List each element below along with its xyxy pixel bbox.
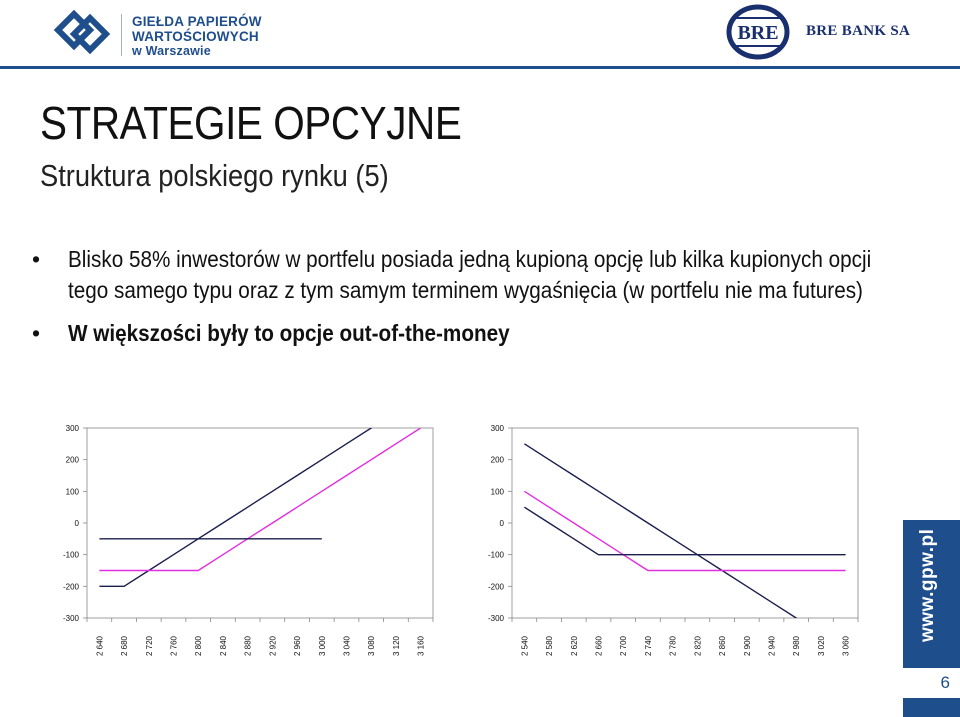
page-subtitle: Struktura polskiego rynku (5) [40,158,389,193]
y-tick-label: 100 [65,487,79,497]
plot-area [512,428,858,618]
bullet-text: Blisko 58% inwestorów w portfelu posiada jedną kupioną opcję lub kilka kupionych opcji tego samego typu oraz z tym samym terminem wygaśnięcia (w portfelu nie ma futures) [68,246,872,303]
x-tick-label: 2 580 [545,635,555,657]
gpw-line-1: GIEŁDA PAPIERÓW [132,14,262,29]
y-tick-label: 0 [74,519,79,528]
x-tick-label: 2 660 [594,635,604,657]
x-tick-label: 2 860 [718,635,728,657]
x-tick-label: 2 680 [120,635,130,657]
x-tick-label: 3 120 [391,635,401,657]
y-tick-label: 300 [65,424,79,433]
x-tick-label: 2 940 [767,635,777,657]
x-tick-label: 2 840 [218,635,228,657]
x-tick-label: 3 000 [317,635,327,657]
x-tick-label: 2 880 [243,635,253,657]
y-tick-label: -300 [62,614,79,623]
plot-area [87,428,433,618]
x-tick-label: 3 080 [367,635,377,657]
y-tick-label: 100 [490,487,504,497]
page-number: 6 [903,668,960,698]
x-tick-label: 2 620 [569,635,579,657]
x-tick-label: 2 820 [693,635,703,657]
header-separator [121,14,122,56]
bullet-dot-icon: • [32,246,41,272]
y-tick-label: -100 [62,550,79,560]
page-title: STRATEGIE OPCYJNE [40,97,462,149]
bullet-dot-icon: • [32,320,41,346]
x-tick-label: 2 720 [144,635,154,657]
bre-logo-text: BRE [737,22,779,44]
x-tick-label: 2 780 [668,635,678,657]
x-tick-label: 2 640 [95,635,105,657]
chart-put-payoff [488,424,858,656]
payoff-charts [0,400,900,717]
x-tick-label: 2 740 [643,635,653,657]
y-tick-label: -200 [62,582,79,592]
x-tick-label: 2 980 [792,635,802,657]
bullet-text: W większości były to opcje out-of-the-money [68,320,510,346]
chart-call-payoff [63,396,433,656]
x-tick-label: 2 760 [169,635,179,657]
x-tick-label: 3 040 [342,635,352,657]
gpw-logo-icon [52,8,110,56]
gpw-line-3: w Warszawie [132,44,211,58]
website-label: www.gpw.pl [917,528,938,642]
x-tick-label: 2 540 [520,635,530,657]
bre-logo-icon [726,4,790,60]
x-tick-label: 3 020 [816,635,826,657]
bullet-list [30,244,910,349]
y-tick-label: 200 [490,455,504,465]
y-tick-label: 0 [499,519,504,528]
x-tick-label: 2 700 [619,635,629,657]
bullet-item [30,318,910,349]
gpw-name [132,14,262,59]
bullet-item [30,244,910,306]
header-rule [0,66,960,69]
y-tick-label: -300 [487,614,504,623]
y-tick-label: -100 [487,550,504,560]
x-tick-label: 2 800 [194,635,204,657]
y-tick-label: 200 [65,455,79,465]
bre-bank-label: BRE BANK SA [806,23,911,39]
x-tick-label: 2 900 [742,635,752,657]
y-tick-label: -200 [487,582,504,592]
gpw-line-2: WARTOŚCIOWYCH [132,29,259,44]
x-tick-label: 2 920 [268,635,278,657]
y-tick-label: 300 [490,424,504,433]
x-tick-label: 2 960 [293,635,303,657]
x-tick-label: 3 160 [416,635,426,657]
x-tick-label: 3 060 [841,635,851,657]
